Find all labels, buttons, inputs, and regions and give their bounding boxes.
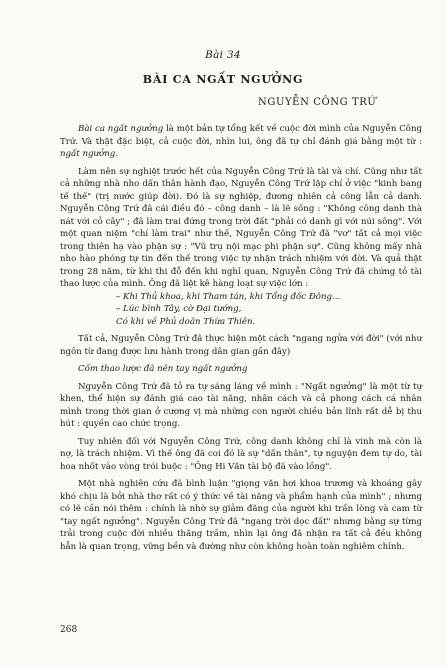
paragraph-3: Tất cả, Nguyễn Công Trứ đã thực hiện một cách "ngang ngửa với đời" (với như ngôn từ đang được lưu hành trong dân gian gần đây) xyxy=(60,334,422,357)
quote-line: Có khi về Phủ doãn Thừa Thiên. xyxy=(116,316,256,327)
paragraph-6: Một nhà nghiên cứu đã bình luận "giọng văn hơi khoa trương và khoáng gây khó chịu là bởi nhà thơ rất có ý thức về tài năng và phẩm hạnh của mình" ; nhưng có lẽ cần nói thêm : chính là nhờ sự giảm đăng của người khi trấn lòng và cam từ "tay ngất ngưởng". Nguyễn Công Trứ đã "ngang trời dọc đất" nhưng bằng sự từng trải trong cuộc đời nhiều thăng trầm, nhìn lại ông đã nhận ra tất cả đều không hẳn là quan trọng, vững bền và đường như còn không hoàn toàn nghiêm chỉnh. xyxy=(60,479,422,552)
intro-text-1: là một bản tự tổng kết về cuộc đời mình của Nguyễn Công Trứ. Và thật đặc biệt, cả cuộc đời, nhìn lui, ông đã tự chỉ đánh giá bằng một từ : xyxy=(60,124,423,147)
lesson-title: BÀI CA NGẤT NGƯỞNG xyxy=(142,73,304,86)
intro-italic-term: ngất ngưởng xyxy=(60,149,116,159)
intro-text-2: . xyxy=(115,149,119,159)
intro-paragraph xyxy=(60,123,422,161)
body-text xyxy=(60,123,422,558)
paragraph-2: Làm nên sự nghiệt trước hết của Nguyễn Công Trứ là tài và chí. Cũng như tất cả những nhà nho dấn thân hành đạo, Nguyễn Công Trứ lập chí ở việc "kinh bang tế thế" (trị nước giúp đời). Đó là sự nghiệp, đương nhiên cả công lẫn cả danh. Nguyễn Công Trứ đã cái điều đó – công danh – là lẽ sống : "Không công danh thà nát với cỏ cây" ; đã làm trai đứng trong trời đất "phải có danh gì với núi sông". Với một quan niệm "chí làm trai" như thế, Nguyễn Công Trứ đã "vơ" tất cả mọi việc trong thiên hạ vào phận sự : "Vũ trụ nội mạc phi phận sự". Cũng không mấy nhà nho hào phóng tự tin đến thế trong việc tự nhận trách nhiệm với đời. Và quả thật trong 28 năm, từ khi thi đỗ đến khi nghỉ quan, Nguyễn Công Trứ đã chứng tỏ tài thao lược của mình. Ông đã liệt kê hàng loạt sự việc lớn : xyxy=(60,166,422,289)
quote-line: – Lúc bình Tây, cờ Đại tướng, xyxy=(116,304,242,314)
intro-italic-title: Bài ca ngất ngưởng xyxy=(78,124,164,134)
quote-block xyxy=(116,291,422,329)
quote-line: – Khi Thủ khoa, khi Tham tán, khi Tổng đốc Đông... xyxy=(116,291,341,302)
lesson-number: Bài 34 xyxy=(205,49,241,61)
paragraph-5: Tuy nhiên đối với Nguyễn Công Trứ, công danh không chỉ là vinh mà còn là nợ, là trách nhiệm. Vì thế ông đã coi đó là sự "dấn thân", tự nguyện đem tự do, tài hoa nhốt vào vòng trói buộc : "Ông Hi Văn tài bộ đã vào lồng". xyxy=(60,436,422,472)
author-name: NGUYỄN CÔNG TRỨ xyxy=(258,97,377,108)
subheading: Cốm thao lược đã nên tay ngất ngưởng xyxy=(78,364,248,374)
page-number: 268 xyxy=(60,625,78,635)
paragraph-4: Nguyễn Công Trứ đã tỏ ra tự sáng láng về mình : "Ngất ngưởng" là một từ tự khen, thể hiện sự đánh giá cao tài năng, nhân cách và cả phong cách cá nhân mình trong thời gian ở cương vị mà những con người chiều bản lĩnh rất dễ bị thu hút : quyền cao chức trọng. xyxy=(60,381,422,429)
